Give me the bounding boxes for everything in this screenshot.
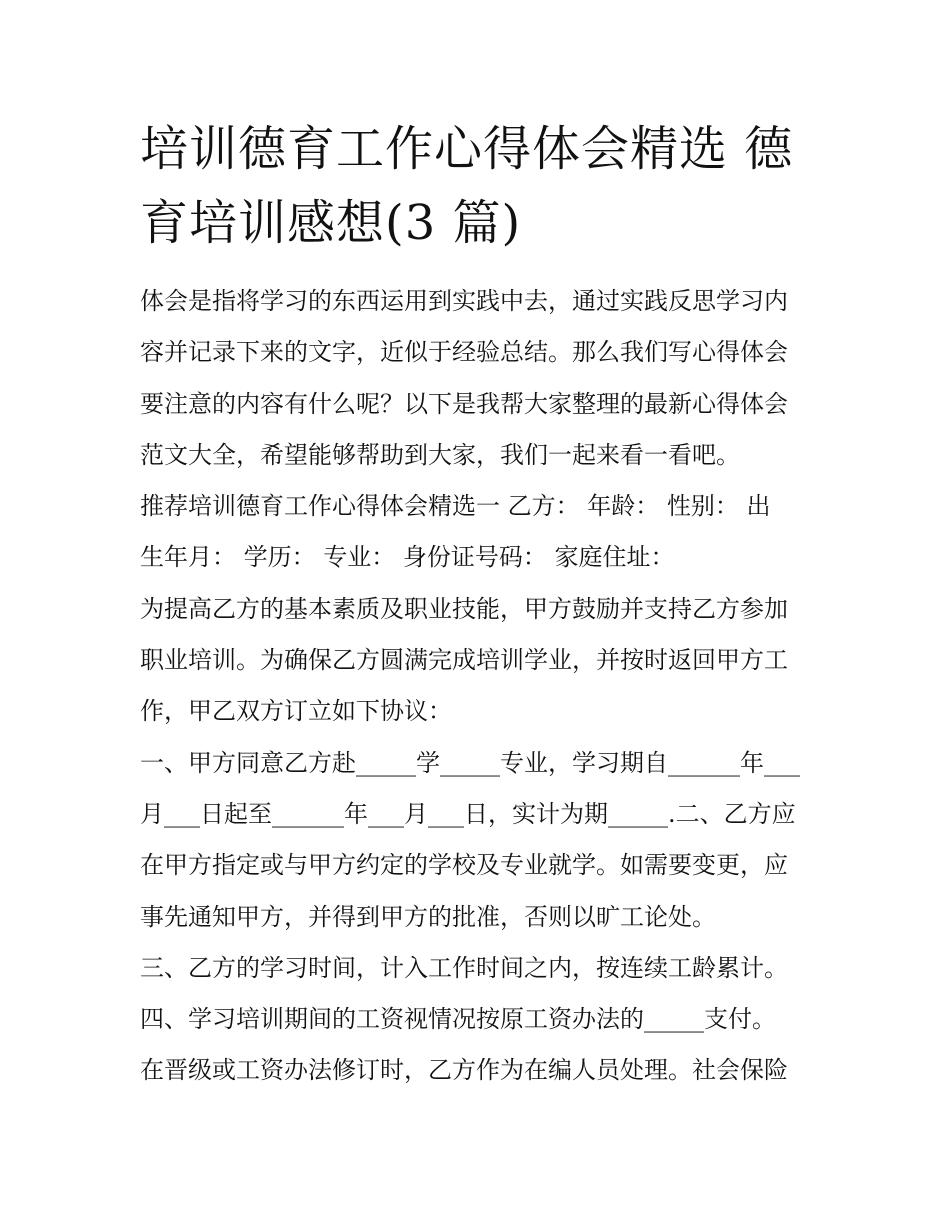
body-line: 在甲方指定或与甲方约定的学校及专业就学。如需要变更，应: [140, 851, 788, 880]
body-line: 在晋级或工资办法修订时，乙方作为在编人员处理。社会保险: [140, 1056, 788, 1085]
body-line: 要注意的内容有什么呢？以下是我帮大家整理的最新心得体会: [140, 389, 788, 418]
body-line: 三、乙方的学习时间，计入工作时间之内，按连续工龄累计。: [140, 953, 788, 982]
body-line: 范文大全，希望能够帮助到大家，我们一起来看一看吧。: [140, 440, 740, 469]
document-title: [140, 112, 820, 260]
body-line: 职业培训。为确保乙方圆满完成培训学业，并按时返回甲方工: [140, 646, 788, 675]
body-line: 四、学习培训期间的工资视情况按原工资办法的_____支付。: [140, 1005, 776, 1034]
body-line: 月___日起至______年___月___日，实计为期_____.二、乙方应: [140, 799, 796, 828]
body-line: 事先通知甲方，并得到甲方的批准，否则以旷工论处。: [140, 902, 716, 931]
body-line: 为提高乙方的基本素质及职业技能，甲方鼓励并支持乙方参加: [140, 594, 788, 623]
title-line-1: 培训德育工作心得体会精选 德: [140, 121, 794, 177]
title-line-2: 育培训感想(3 篇): [140, 195, 522, 251]
body-line: 一、甲方同意乙方赴_____学_____专业，学习期自______年___: [140, 748, 800, 777]
body-line: 推荐培训德育工作心得体会精选一 乙方： 年龄： 性别： 出: [140, 492, 771, 521]
body-line: 作，甲乙双方订立如下协议：: [140, 697, 452, 726]
document-body: [140, 276, 820, 1097]
body-line: 体会是指将学习的东西运用到实践中去，通过实践反思学习内: [140, 287, 788, 315]
body-line: 容并记录下来的文字，近似于经验总结。那么我们写心得体会: [140, 338, 788, 367]
body-line: 生年月： 学历： 专业： 身份证号码： 家庭住址：: [140, 543, 675, 572]
